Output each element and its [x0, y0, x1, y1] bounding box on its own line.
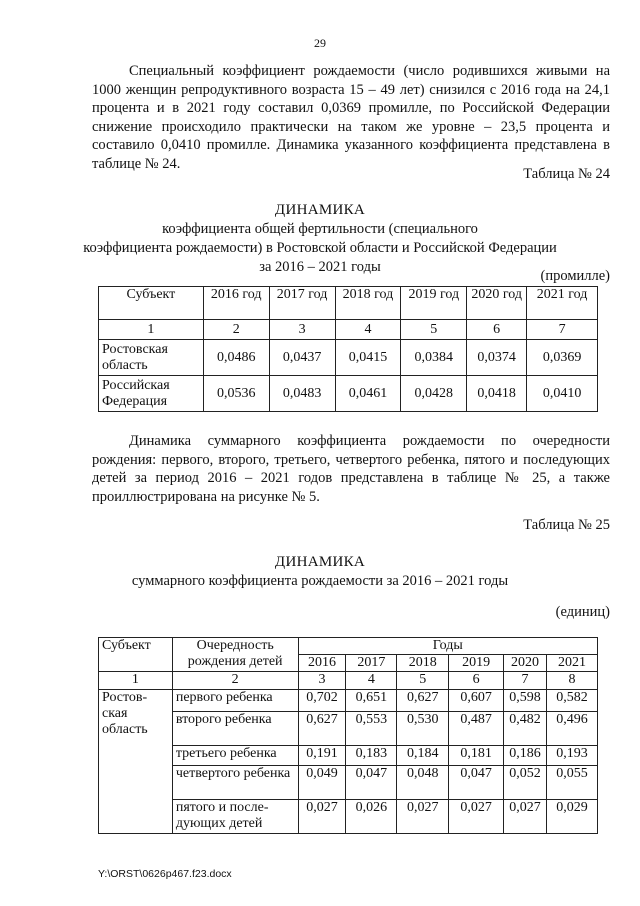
table-25-col-number: 5 — [397, 672, 449, 690]
table-25-cell: 0,582 — [547, 690, 598, 712]
table-25-heading — [60, 553, 580, 591]
table-row — [99, 746, 598, 766]
table-24-header-year: 2018 год — [335, 287, 401, 320]
table-24-cell: 0,0486 — [203, 340, 269, 376]
table-25-cell: 0,186 — [504, 746, 547, 766]
table-24-title: ДИНАМИКА — [274, 202, 366, 218]
table-row — [99, 376, 598, 412]
table-24-cell: 0,0461 — [335, 376, 401, 412]
table-25-cell: 0,651 — [346, 690, 397, 712]
paragraph-2-text: Динамика суммарного коэффициента рождаемости по очередности рождения: первого, второго, третьего, четвертого ребенка, пятого и последующих детей за период 2016 – 2021 годов представлена в таблице № 25, а также проиллюстрирована на рисунке № 5. — [92, 433, 610, 505]
table-25-cell: 0,530 — [397, 712, 449, 746]
table-24-cell: 0,0536 — [203, 376, 269, 412]
table-25-header-year: 2017 — [346, 655, 397, 672]
table-25-col-number: 6 — [449, 672, 504, 690]
table-24-cell: 0,0374 — [467, 340, 527, 376]
table-25-title: ДИНАМИКА — [274, 554, 366, 570]
table-24-col-number: 4 — [335, 320, 401, 340]
table-25-header-year: 2021 — [547, 655, 598, 672]
table-25-header-year: 2020 — [504, 655, 547, 672]
table-24-col-number: 6 — [467, 320, 527, 340]
table-25-cell: 0,049 — [298, 766, 346, 800]
table-24-cell: 0,0437 — [269, 340, 335, 376]
table-25-col-number: 3 — [298, 672, 346, 690]
table-25-header-row — [99, 638, 598, 655]
table-25-header-order: Очередность рождения детей — [172, 638, 298, 672]
table-25 — [98, 637, 598, 834]
table-25-cell: 0,487 — [449, 712, 504, 746]
table-24-col-number: 2 — [203, 320, 269, 340]
table-24-cell: 0,0418 — [467, 376, 527, 412]
table-25-cell: 0,027 — [449, 800, 504, 834]
table-25-cell: 0,048 — [397, 766, 449, 800]
table-25-header-year: 2019 — [449, 655, 504, 672]
page-number: 29 — [314, 36, 326, 50]
table-25-order-label: первого ребенка — [172, 690, 298, 712]
table-25-col-number: 2 — [172, 672, 298, 690]
table-row — [99, 766, 598, 800]
table-25-cell: 0,184 — [397, 746, 449, 766]
table-25-cell: 0,193 — [547, 746, 598, 766]
table-24-header-year: 2019 год — [401, 287, 467, 320]
table-24 — [98, 286, 598, 412]
table-24-col-number: 1 — [99, 320, 204, 340]
table-25-header-years-group: Годы — [298, 638, 597, 655]
table-25-cell: 0,191 — [298, 746, 346, 766]
table-row — [99, 800, 598, 834]
table-24-subtitle-3: за 2016 – 2021 годы — [259, 259, 381, 275]
paragraph-1-text: Специальный коэффициент рождаемости (число родившихся живыми на 1000 женщин репродуктивного возраста 15 – 49 лет) снизился с 2016 года на 24,1 процента и в 2021 году составил 0,0369 промилле, по Российской Федерации снижение происходило практически на таком же уровне – 23,5 процента и составило 0,0410 промилле. Динамика указанного коэффициента представлена в таблице № 24. — [92, 63, 610, 172]
table-25-cell: 0,027 — [298, 800, 346, 834]
table-row — [99, 690, 598, 712]
table-24-cell: 0,0428 — [401, 376, 467, 412]
table-24-header-year: 2016 год — [203, 287, 269, 320]
table-25-cell: 0,553 — [346, 712, 397, 746]
table-25-order-label: третьего ребенка — [172, 746, 298, 766]
table-25-number-row — [99, 672, 598, 690]
table-24-subtitle-1: коэффициента общей фертильности (специального — [162, 221, 478, 237]
table-24-cell: 0,0369 — [527, 340, 598, 376]
table-25-cell: 0,027 — [504, 800, 547, 834]
table-24-number-row — [99, 320, 598, 340]
table-25-order-label: второго ребенка — [172, 712, 298, 746]
table-24-header-subject: Субъект — [99, 287, 204, 320]
table-25-cell: 0,482 — [504, 712, 547, 746]
table-25-order-label: четвертого ребенка — [172, 766, 298, 800]
table-24-col-number: 3 — [269, 320, 335, 340]
table-24-heading — [60, 201, 580, 277]
table-25-cell: 0,702 — [298, 690, 346, 712]
table-25-cell: 0,598 — [504, 690, 547, 712]
table-25-cell: 0,183 — [346, 746, 397, 766]
table-25-cell: 0,047 — [346, 766, 397, 800]
table-25-col-number: 4 — [346, 672, 397, 690]
table-24-header-year: 2021 год — [527, 287, 598, 320]
table-24-cell: 0,0483 — [269, 376, 335, 412]
table-25-unit: (единиц) — [555, 604, 610, 620]
table-row — [99, 340, 598, 376]
table-24-row-name: Ростовская область — [99, 340, 204, 376]
table-25-header-year: 2018 — [397, 655, 449, 672]
table-24-unit: (промилле) — [540, 268, 610, 284]
table-25-cell: 0,026 — [346, 800, 397, 834]
table-25-cell: 0,607 — [449, 690, 504, 712]
table-25-label: Таблица № 25 — [523, 517, 610, 533]
table-25-cell: 0,181 — [449, 746, 504, 766]
table-25-cell: 0,029 — [547, 800, 598, 834]
paragraph-2 — [92, 432, 610, 506]
table-25-col-number: 7 — [504, 672, 547, 690]
table-24-cell: 0,0410 — [527, 376, 598, 412]
table-24-header-year: 2017 год — [269, 287, 335, 320]
table-25-cell: 0,627 — [298, 712, 346, 746]
table-25-order-label: пятого и после-дующих детей — [172, 800, 298, 834]
table-25-cell: 0,055 — [547, 766, 598, 800]
table-25-col-number: 1 — [99, 672, 173, 690]
table-25-cell: 0,052 — [504, 766, 547, 800]
table-24-header-row — [99, 287, 598, 320]
paragraph-1 — [92, 62, 610, 174]
table-25-subject-name: Ростов-ская область — [99, 690, 173, 834]
table-25-header-year: 2016 — [298, 655, 346, 672]
table-25-cell: 0,496 — [547, 712, 598, 746]
table-24-cell: 0,0384 — [401, 340, 467, 376]
table-24-row-name: Российская Федерация — [99, 376, 204, 412]
table-24-col-number: 5 — [401, 320, 467, 340]
table-24-label: Таблица № 24 — [523, 166, 610, 182]
table-row — [99, 712, 598, 746]
table-25-cell: 0,047 — [449, 766, 504, 800]
table-24-header-year: 2020 год — [467, 287, 527, 320]
table-25-cell: 0,627 — [397, 690, 449, 712]
table-25-col-number: 8 — [547, 672, 598, 690]
table-25-subtitle: суммарного коэффициента рождаемости за 2016 – 2021 годы — [131, 573, 509, 589]
table-24-subtitle-2: коэффициента рождаемости) в Ростовской области и Российской Федерации — [83, 240, 557, 256]
table-25-cell: 0,027 — [397, 800, 449, 834]
table-24-col-number: 7 — [527, 320, 598, 340]
footer-file-path: Y:\ORST\0626p467.f23.docx — [98, 868, 232, 880]
table-24-cell: 0,0415 — [335, 340, 401, 376]
table-25-header-subject: Субъект — [99, 638, 173, 672]
